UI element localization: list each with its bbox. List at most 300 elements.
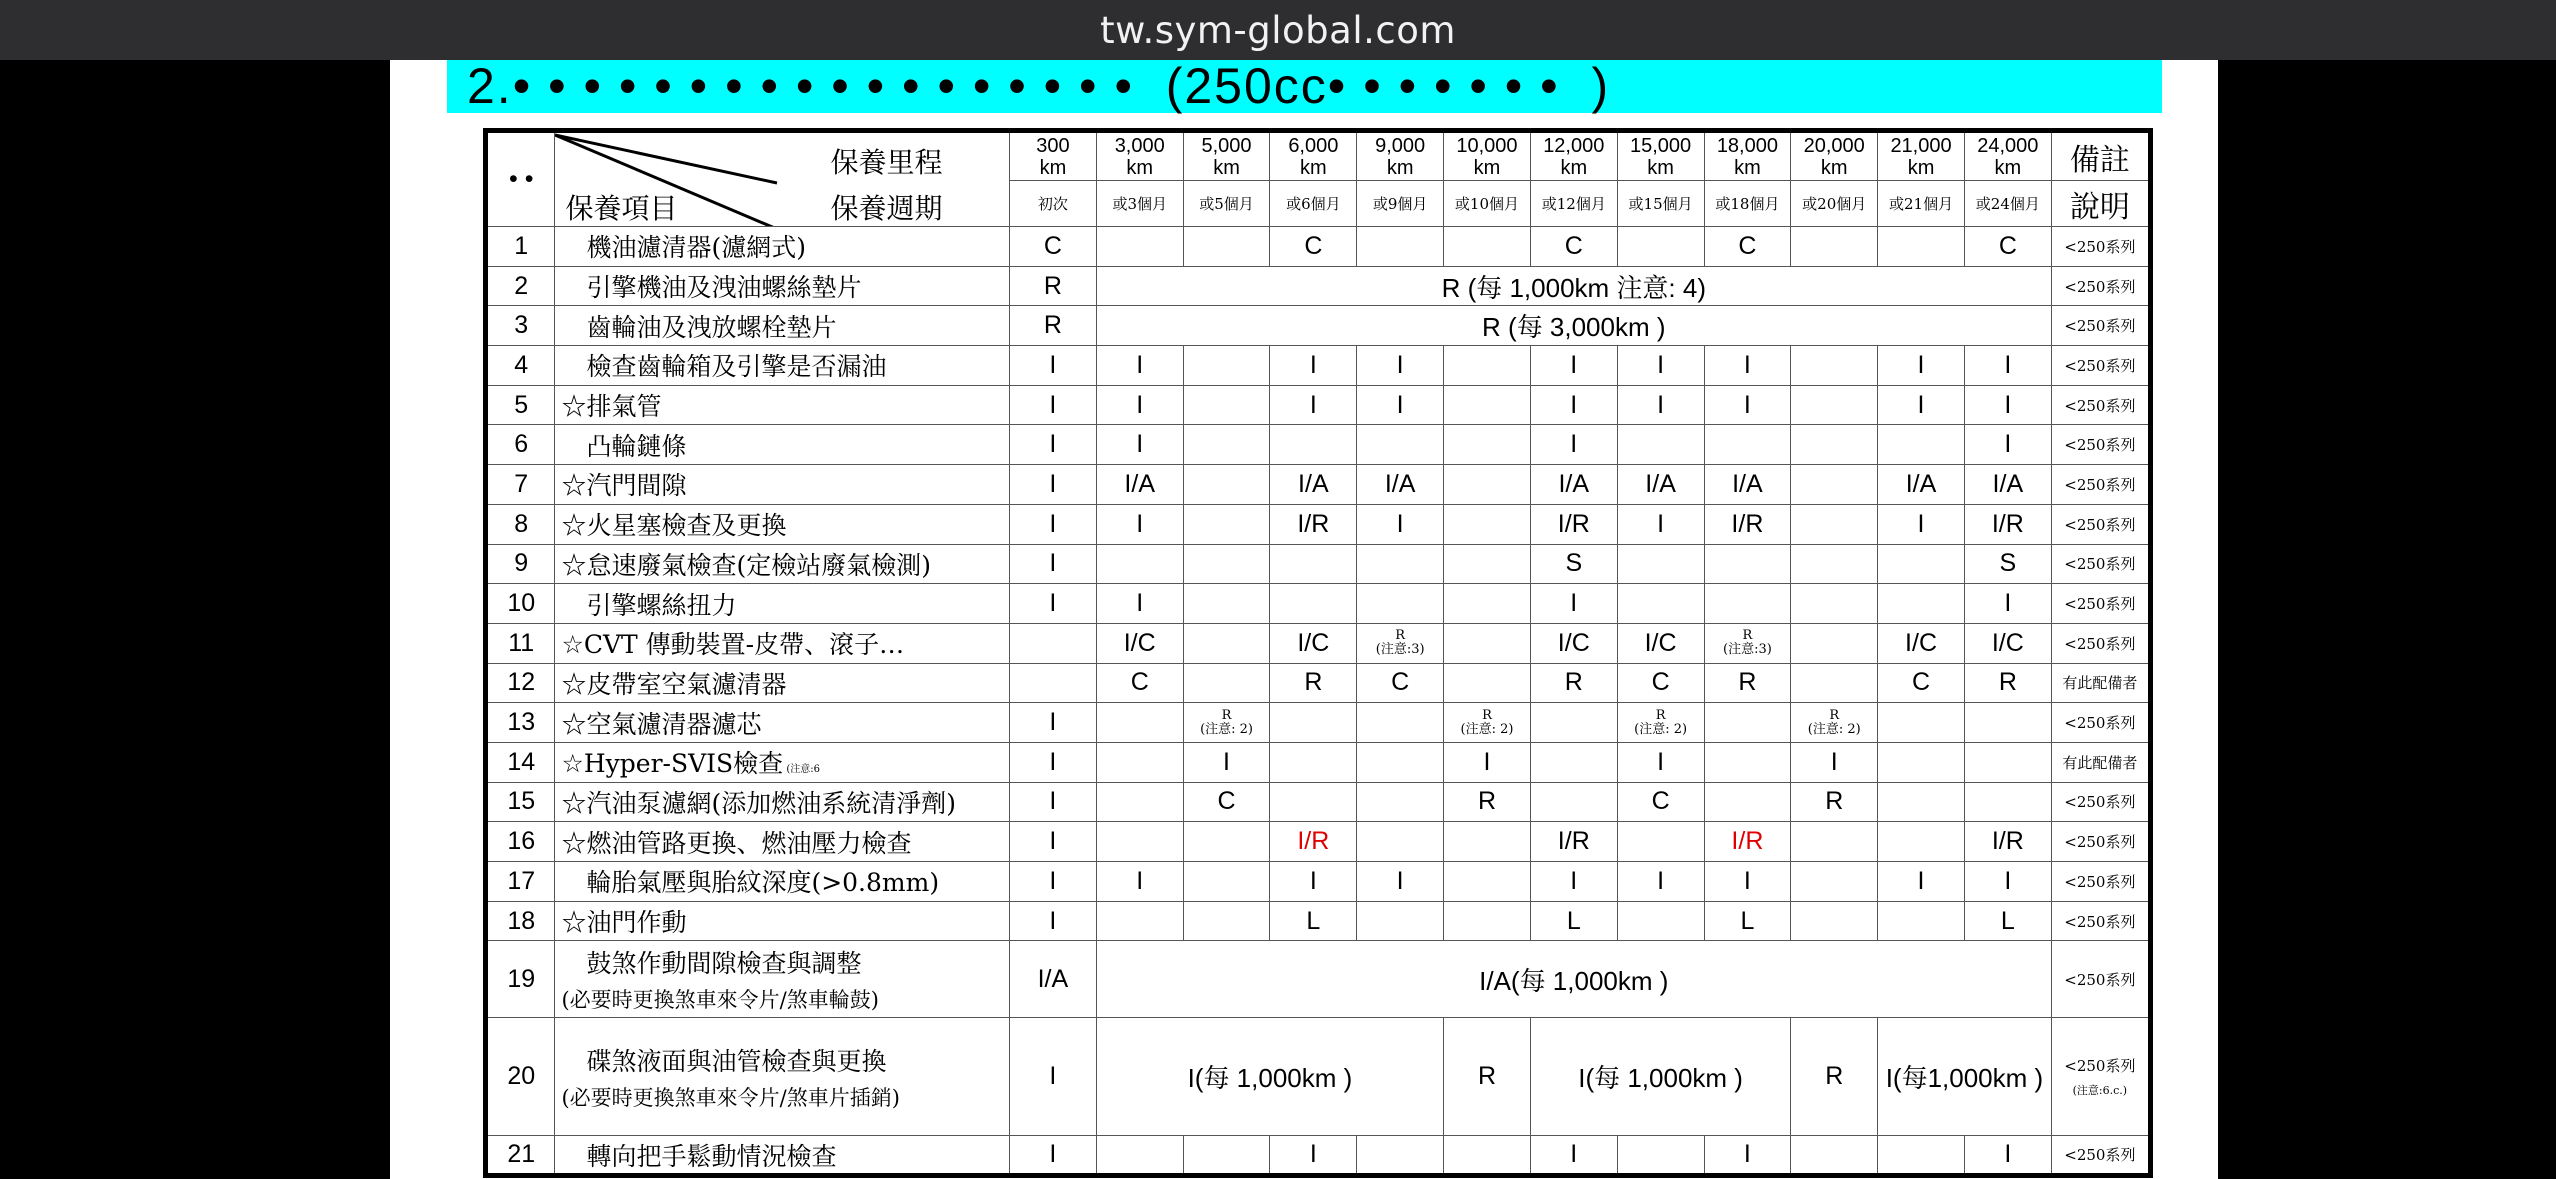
- schedule-cell: C: [1964, 227, 2051, 267]
- schedule-cell: [1878, 782, 1965, 822]
- row-remark: <250系列: [2051, 425, 2150, 465]
- schedule-cell: [1444, 862, 1531, 902]
- row-item: 轉向把手鬆動情況檢查: [555, 1136, 1010, 1176]
- schedule-cell: [1704, 742, 1791, 782]
- row-remark-note: (注意:6.c.): [2072, 1084, 2128, 1098]
- right-margin: [2218, 60, 2556, 1179]
- table-row: [486, 862, 2151, 902]
- schedule-cell: I: [1010, 822, 1097, 862]
- row-number: 12: [486, 663, 555, 703]
- row-remark: <250系列: [2051, 1136, 2150, 1176]
- schedule-cell: C: [1270, 227, 1357, 267]
- schedule-cell: [1444, 385, 1531, 425]
- schedule-cell: I: [1010, 385, 1097, 425]
- schedule-cell: I/A: [1704, 465, 1791, 505]
- schedule-cell: [1444, 346, 1531, 386]
- row-number: 3: [486, 306, 555, 346]
- schedule-cell: [1791, 385, 1878, 425]
- header-km-1: 3,000 km: [1096, 131, 1183, 181]
- schedule-cell: [1096, 703, 1183, 743]
- schedule-cell: I/A: [1617, 465, 1704, 505]
- header-km-5: 10,000 km: [1444, 131, 1531, 181]
- schedule-cell: L: [1704, 901, 1791, 941]
- header-period-9: 或20個月: [1791, 181, 1878, 227]
- row-number: 8: [486, 504, 555, 544]
- schedule-cell: I: [1183, 742, 1270, 782]
- schedule-cell: I: [1270, 385, 1357, 425]
- schedule-cell: I/A: [1270, 465, 1357, 505]
- schedule-cell: [1530, 782, 1617, 822]
- table-row: [486, 901, 2151, 941]
- header-diagonal-cell: [555, 131, 1010, 227]
- row-remark: <250系列: [2051, 385, 2150, 425]
- schedule-cell: [1791, 584, 1878, 624]
- schedule-cell: R: [1270, 663, 1357, 703]
- row-number: 15: [486, 782, 555, 822]
- schedule-cell: [1530, 703, 1617, 743]
- schedule-cell: [1964, 782, 2051, 822]
- schedule-cell: S: [1530, 544, 1617, 584]
- schedule-cell: [1096, 742, 1183, 782]
- row-remark: <250系列: [2051, 703, 2150, 743]
- row-item: 輪胎氣壓與胎紋深度(>0.8mm): [555, 862, 1010, 902]
- schedule-cell: [1010, 623, 1097, 663]
- header-period-0: 初次: [1010, 181, 1097, 227]
- table-row: [486, 1018, 2151, 1136]
- schedule-cell: [1964, 742, 2051, 782]
- schedule-cell: I: [1096, 584, 1183, 624]
- schedule-cell: I: [1357, 346, 1444, 386]
- schedule-cell: [1530, 742, 1617, 782]
- row-item: 機油濾清器(濾網式): [555, 227, 1010, 267]
- schedule-cell: C: [1617, 782, 1704, 822]
- row-item: 檢查齒輪箱及引擎是否漏油: [555, 346, 1010, 386]
- row-number: 10: [486, 584, 555, 624]
- schedule-cell: [1183, 623, 1270, 663]
- schedule-cell: R (注意:3): [1357, 623, 1444, 663]
- row-item: 凸輪鏈條: [555, 425, 1010, 465]
- schedule-cell: R: [1964, 663, 2051, 703]
- schedule-cell: I: [1357, 385, 1444, 425]
- schedule-cell: [1444, 544, 1531, 584]
- table-row: [486, 822, 2151, 862]
- row-item: ☆油門作動: [555, 901, 1010, 941]
- schedule-cell: R: [1444, 1018, 1531, 1136]
- schedule-cell: C: [1357, 663, 1444, 703]
- schedule-cell: [1617, 544, 1704, 584]
- row-item: ☆空氣濾清器濾芯: [555, 703, 1010, 743]
- browser-address-bar[interactable]: [0, 0, 2556, 61]
- row-remark: <250系列: [2051, 465, 2150, 505]
- header-period-1: 或3個月: [1096, 181, 1183, 227]
- schedule-cell: R: [1010, 306, 1097, 346]
- schedule-cell: [1444, 822, 1531, 862]
- schedule-cell: S: [1964, 544, 2051, 584]
- schedule-cell: [1444, 227, 1531, 267]
- schedule-cell: I: [1704, 1136, 1791, 1176]
- schedule-cell: [1791, 862, 1878, 902]
- schedule-cell: I: [1010, 544, 1097, 584]
- schedule-cell: [1096, 901, 1183, 941]
- row-remark: <250系列: [2051, 941, 2150, 1018]
- schedule-cell: I/A: [1010, 941, 1097, 1018]
- row-remark: <250系列: [2051, 901, 2150, 941]
- schedule-cell: [1096, 782, 1183, 822]
- row-item-sub: (必要時更換煞車來令片/煞車輪鼓): [561, 988, 879, 1013]
- schedule-cell: I: [1964, 346, 2051, 386]
- table-row: [486, 227, 2151, 267]
- schedule-cell: [1704, 782, 1791, 822]
- schedule-cell: I: [1878, 385, 1965, 425]
- corner-cell: • •: [486, 131, 555, 227]
- row-remark: <250系列: [2051, 584, 2150, 624]
- row-item: ☆燃油管路更換、燃油壓力檢查: [555, 822, 1010, 862]
- schedule-span-cell: R (每 3,000km ): [1096, 306, 2051, 346]
- schedule-cell: I/R: [1270, 822, 1357, 862]
- schedule-cell: C: [1530, 227, 1617, 267]
- schedule-cell: I/R: [1964, 504, 2051, 544]
- schedule-cell: [1270, 544, 1357, 584]
- schedule-cell: I: [1530, 1136, 1617, 1176]
- header-km-7: 15,000 km: [1617, 131, 1704, 181]
- row-number: 9: [486, 544, 555, 584]
- schedule-cell: C: [1704, 227, 1791, 267]
- schedule-cell: I: [1530, 862, 1617, 902]
- schedule-cell: [1444, 901, 1531, 941]
- schedule-cell: I: [1964, 584, 2051, 624]
- schedule-cell: R (注意: 2): [1183, 703, 1270, 743]
- schedule-cell: [1096, 227, 1183, 267]
- schedule-cell: [1357, 782, 1444, 822]
- header-period-label: 保養週期: [830, 192, 943, 225]
- schedule-cell: I/C: [1964, 623, 2051, 663]
- row-item: ☆汽門間隙: [555, 465, 1010, 505]
- schedule-cell: I: [1270, 862, 1357, 902]
- schedule-cell: [1617, 1136, 1704, 1176]
- table-row: [486, 584, 2151, 624]
- schedule-cell: L: [1530, 901, 1617, 941]
- schedule-cell: [1183, 901, 1270, 941]
- row-number: 19: [486, 941, 555, 1018]
- table-row: [486, 623, 2151, 663]
- document-page: [390, 60, 2218, 1179]
- schedule-cell: C: [1617, 663, 1704, 703]
- schedule-cell: I: [1010, 1136, 1097, 1176]
- schedule-cell: [1010, 663, 1097, 703]
- schedule-cell: [1704, 544, 1791, 584]
- schedule-cell: [1704, 425, 1791, 465]
- schedule-cell: [1096, 822, 1183, 862]
- schedule-cell: I: [1878, 504, 1965, 544]
- row-item: ☆汽油泵濾網(添加燃油系統清淨劑): [555, 782, 1010, 822]
- schedule-cell: [1270, 782, 1357, 822]
- row-remark: <250系列: [2051, 346, 2150, 386]
- schedule-cell: I: [1704, 385, 1791, 425]
- header-km-6: 12,000 km: [1530, 131, 1617, 181]
- schedule-cell: [1704, 584, 1791, 624]
- schedule-cell: [1878, 822, 1965, 862]
- schedule-cell: [1791, 663, 1878, 703]
- table-row: [486, 544, 2151, 584]
- schedule-cell: [1617, 227, 1704, 267]
- row-number: 16: [486, 822, 555, 862]
- schedule-cell: [1183, 584, 1270, 624]
- schedule-cell: I: [1010, 425, 1097, 465]
- schedule-cell: I: [1010, 346, 1097, 386]
- schedule-cell: [1270, 584, 1357, 624]
- schedule-cell: I: [1530, 584, 1617, 624]
- schedule-cell: [1878, 584, 1965, 624]
- row-remark: 有此配備者: [2051, 742, 2150, 782]
- schedule-cell: I: [1270, 1136, 1357, 1176]
- schedule-cell: I: [1878, 346, 1965, 386]
- row-remark: <250系列: [2051, 782, 2150, 822]
- schedule-cell: [1183, 465, 1270, 505]
- schedule-span-cell: I/A(每 1,000km ): [1096, 941, 2051, 1018]
- schedule-cell: I: [1357, 504, 1444, 544]
- schedule-cell: I: [1357, 862, 1444, 902]
- row-number: 21: [486, 1136, 555, 1176]
- schedule-cell: I: [1617, 862, 1704, 902]
- row-number: 17: [486, 862, 555, 902]
- schedule-cell: R: [1010, 266, 1097, 306]
- schedule-cell: [1444, 465, 1531, 505]
- schedule-cell: I: [1704, 346, 1791, 386]
- schedule-cell: R (注意:3): [1704, 623, 1791, 663]
- section-banner: [447, 60, 2162, 113]
- schedule-cell: L: [1270, 901, 1357, 941]
- schedule-cell: [1444, 1136, 1531, 1176]
- header-period-8: 或18個月: [1704, 181, 1791, 227]
- schedule-cell: I: [1530, 385, 1617, 425]
- schedule-cell: [1878, 742, 1965, 782]
- schedule-span-cell: I(每 1,000km ): [1530, 1018, 1790, 1136]
- schedule-cell: I: [1791, 742, 1878, 782]
- section-title: 2.• • • • • • • • • • • • • • • • • • (250cc• • • • • • • ): [467, 60, 1611, 114]
- row-remark: 有此配備者: [2051, 663, 2150, 703]
- schedule-cell: [1617, 901, 1704, 941]
- schedule-cell: C: [1010, 227, 1097, 267]
- row-number: 5: [486, 385, 555, 425]
- schedule-cell: C: [1183, 782, 1270, 822]
- row-remark: <250系列: [2051, 504, 2150, 544]
- schedule-cell: [1183, 504, 1270, 544]
- row-item: 引擎螺絲扭力: [555, 584, 1010, 624]
- schedule-cell: I: [1096, 385, 1183, 425]
- schedule-cell: [1357, 901, 1444, 941]
- schedule-cell: [1878, 703, 1965, 743]
- header-period-3: 或6個月: [1270, 181, 1357, 227]
- header-km-9: 20,000 km: [1791, 131, 1878, 181]
- schedule-cell: I: [1010, 782, 1097, 822]
- schedule-cell: I: [1617, 385, 1704, 425]
- row-number: 4: [486, 346, 555, 386]
- schedule-cell: I: [1010, 862, 1097, 902]
- table-row: [486, 346, 2151, 386]
- schedule-cell: [1183, 663, 1270, 703]
- row-number: 13: [486, 703, 555, 743]
- table-row: [486, 425, 2151, 465]
- schedule-cell: I/A: [1530, 465, 1617, 505]
- table-row: [486, 782, 2151, 822]
- table-row: [486, 385, 2151, 425]
- table-row: [486, 465, 2151, 505]
- schedule-cell: I/C: [1530, 623, 1617, 663]
- schedule-cell: [1357, 584, 1444, 624]
- schedule-cell: [1183, 862, 1270, 902]
- table-row: [486, 306, 2151, 346]
- schedule-cell: R (注意: 2): [1444, 703, 1531, 743]
- schedule-cell: I: [1010, 1018, 1097, 1136]
- schedule-cell: I/C: [1096, 623, 1183, 663]
- schedule-span-cell: R (每 1,000km 注意: 4): [1096, 266, 2051, 306]
- schedule-cell: [1617, 425, 1704, 465]
- schedule-cell: [1183, 822, 1270, 862]
- schedule-cell: I/R: [1964, 822, 2051, 862]
- schedule-cell: I: [1617, 346, 1704, 386]
- header-period-6: 或12個月: [1530, 181, 1617, 227]
- schedule-cell: [1444, 425, 1531, 465]
- table-row: [486, 1136, 2151, 1176]
- row-remark: <250系列: [2051, 822, 2150, 862]
- row-item: 鼓煞作動間隙檢查與調整 (必要時更換煞車來令片/煞車輪鼓): [555, 941, 1010, 1018]
- schedule-cell: [1183, 385, 1270, 425]
- schedule-cell: I: [1096, 425, 1183, 465]
- schedule-cell: I/A: [1964, 465, 2051, 505]
- schedule-cell: [1357, 703, 1444, 743]
- schedule-cell: R: [1704, 663, 1791, 703]
- url-text[interactable]: tw.sym-global.com: [1100, 8, 1456, 52]
- schedule-cell: I: [1964, 425, 2051, 465]
- schedule-cell: C: [1096, 663, 1183, 703]
- header-km-11: 24,000 km: [1964, 131, 2051, 181]
- row-remark: <250系列: [2051, 862, 2150, 902]
- header-period-7: 或15個月: [1617, 181, 1704, 227]
- schedule-cell: [1183, 425, 1270, 465]
- schedule-cell: [1791, 623, 1878, 663]
- schedule-cell: I/R: [1530, 504, 1617, 544]
- row-item-note: (注意:6: [783, 764, 820, 776]
- schedule-cell: [1444, 663, 1531, 703]
- row-remark: <250系列: [2051, 544, 2150, 584]
- table-row: [486, 703, 2151, 743]
- row-number: 1: [486, 227, 555, 267]
- header-period-10: 或21個月: [1878, 181, 1965, 227]
- header-period-4: 或9個月: [1357, 181, 1444, 227]
- schedule-cell: I: [1010, 901, 1097, 941]
- schedule-cell: I/R: [1704, 504, 1791, 544]
- schedule-cell: [1183, 544, 1270, 584]
- schedule-cell: [1791, 227, 1878, 267]
- schedule-cell: [1791, 822, 1878, 862]
- schedule-cell: [1791, 544, 1878, 584]
- schedule-cell: I: [1617, 504, 1704, 544]
- schedule-cell: [1357, 1136, 1444, 1176]
- row-number: 7: [486, 465, 555, 505]
- schedule-cell: [1096, 544, 1183, 584]
- row-number: 6: [486, 425, 555, 465]
- header-km-4: 9,000 km: [1357, 131, 1444, 181]
- header-period-2: 或5個月: [1183, 181, 1270, 227]
- schedule-cell: I: [1096, 504, 1183, 544]
- schedule-cell: [1791, 1136, 1878, 1176]
- schedule-cell: [1183, 227, 1270, 267]
- row-number: 20: [486, 1018, 555, 1136]
- schedule-cell: [1878, 227, 1965, 267]
- row-number: 14: [486, 742, 555, 782]
- schedule-cell: [1617, 584, 1704, 624]
- schedule-cell: I: [1964, 385, 2051, 425]
- row-item-sub: (必要時更換煞車來令片/煞車片插銷): [561, 1085, 900, 1110]
- row-item: ☆CVT 傳動裝置-皮帶、滾子…: [555, 623, 1010, 663]
- schedule-cell: [1878, 544, 1965, 584]
- schedule-cell: [1704, 703, 1791, 743]
- header-item-label: 保養項目: [565, 192, 678, 225]
- header-km-2: 5,000 km: [1183, 131, 1270, 181]
- schedule-cell: I: [1964, 862, 2051, 902]
- header-km-8: 18,000 km: [1704, 131, 1791, 181]
- schedule-cell: [1617, 822, 1704, 862]
- row-item: 引擎機油及洩油螺絲墊片: [555, 266, 1010, 306]
- row-number: 11: [486, 623, 555, 663]
- schedule-cell: [1270, 703, 1357, 743]
- schedule-cell: [1357, 544, 1444, 584]
- row-number: 18: [486, 901, 555, 941]
- schedule-cell: [1444, 623, 1531, 663]
- row-item: ☆排氣管: [555, 385, 1010, 425]
- schedule-cell: I: [1010, 504, 1097, 544]
- schedule-cell: I: [1010, 742, 1097, 782]
- left-margin: [0, 60, 390, 1179]
- table-row: [486, 742, 2151, 782]
- schedule-cell: R: [1444, 782, 1531, 822]
- row-remark: <250系列: [2051, 266, 2150, 306]
- schedule-cell: R: [1791, 782, 1878, 822]
- header-mileage-label: 保養里程: [830, 146, 943, 179]
- schedule-cell: R (注意: 2): [1617, 703, 1704, 743]
- schedule-cell: R (注意: 2): [1791, 703, 1878, 743]
- schedule-cell: [1357, 742, 1444, 782]
- header-km-10: 21,000 km: [1878, 131, 1965, 181]
- schedule-cell: I: [1530, 425, 1617, 465]
- schedule-cell: [1878, 425, 1965, 465]
- row-item: ☆怠速廢氣檢查(定檢站廢氣檢測): [555, 544, 1010, 584]
- schedule-cell: I/C: [1270, 623, 1357, 663]
- schedule-cell: I/C: [1617, 623, 1704, 663]
- row-item: 齒輪油及洩放螺栓墊片: [555, 306, 1010, 346]
- table-row: [486, 504, 2151, 544]
- maintenance-table: [483, 128, 2153, 1178]
- schedule-cell: I/R: [1530, 822, 1617, 862]
- schedule-cell: I: [1010, 703, 1097, 743]
- schedule-cell: I: [1270, 346, 1357, 386]
- schedule-cell: [1444, 504, 1531, 544]
- table-row: [486, 941, 2151, 1018]
- row-item: ☆皮帶室空氣濾清器: [555, 663, 1010, 703]
- row-remark: <250系列: [2051, 227, 2150, 267]
- schedule-cell: [1357, 822, 1444, 862]
- schedule-cell: I: [1096, 862, 1183, 902]
- schedule-cell: R: [1530, 663, 1617, 703]
- row-item: ☆火星塞檢查及更換: [555, 504, 1010, 544]
- row-remark: <250系列: [2051, 623, 2150, 663]
- schedule-cell: [1964, 703, 2051, 743]
- schedule-cell: [1791, 425, 1878, 465]
- row-remark: <250系列 (注意:6.c.): [2051, 1018, 2150, 1136]
- schedule-span-cell: I(每 1,000km ): [1096, 1018, 1443, 1136]
- header-remark-2: 說明: [2051, 181, 2150, 227]
- schedule-cell: [1878, 1136, 1965, 1176]
